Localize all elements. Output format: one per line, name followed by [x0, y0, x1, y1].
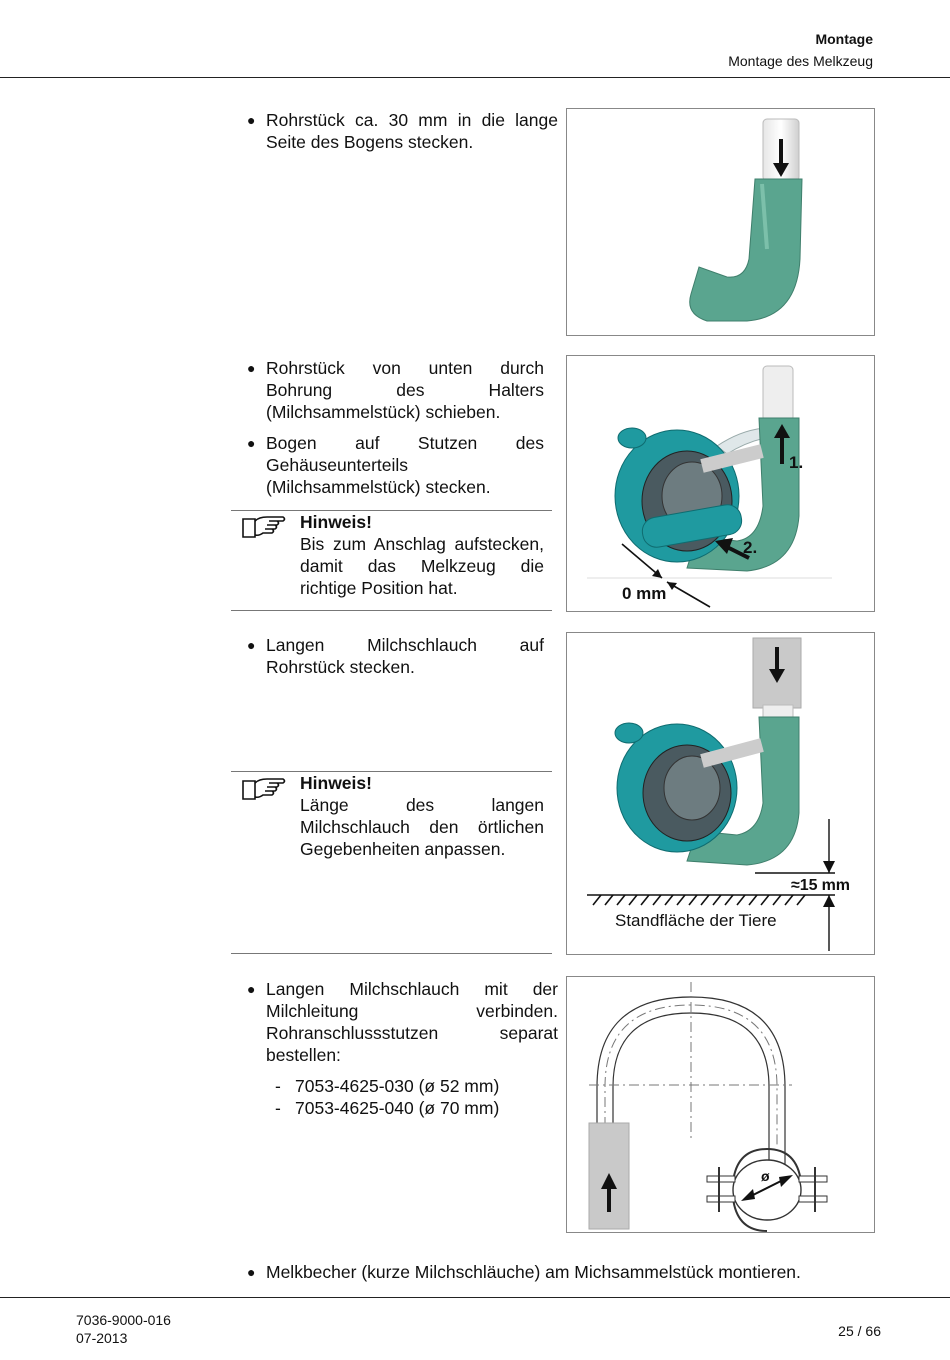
bullet-icon: ● — [247, 637, 256, 653]
bow-illustration — [567, 109, 874, 335]
footer-rule — [0, 1297, 950, 1298]
floor-label: Standfläche der Tiere — [615, 911, 777, 930]
bullet-icon: ● — [247, 360, 256, 376]
hose-illustration — [567, 633, 874, 954]
part-number-item: - 7053-4625-040 (ø 70 mm) — [275, 1098, 500, 1118]
step-item — [247, 357, 544, 423]
connector-drawing — [567, 977, 874, 1232]
doc-number: 7036-9000-016 — [76, 1312, 171, 1328]
step-text: Melkbecher (kurze Milchschläuche) am Michsammelstück montieren. — [266, 1262, 801, 1282]
pointing-hand-icon — [241, 513, 287, 541]
note-rule-top — [231, 510, 552, 511]
pointing-hand-icon — [241, 775, 287, 803]
step-item — [247, 634, 544, 678]
page-number: 25 / 66 — [838, 1323, 881, 1339]
step-item — [247, 109, 558, 153]
note-title: Hinweis! — [300, 512, 372, 532]
step-text: Langen Milchschlauch mit der Milchleitung verbinden. Rohranschlussstutzen separat bestellen: — [266, 979, 558, 1065]
note-rule-bottom — [231, 953, 552, 954]
step-item — [247, 1261, 866, 1283]
label-step-2: 2. — [743, 538, 758, 557]
figure-long-hose — [566, 632, 875, 955]
gap-label: 0 mm — [622, 584, 667, 603]
step-item — [247, 432, 544, 498]
header-rule — [0, 77, 950, 78]
part-number: 7053-4625-030 (ø 52 mm) — [295, 1076, 500, 1096]
figure-pipe-connector — [566, 976, 875, 1233]
figure-collector-assembly — [566, 355, 875, 612]
part-number-item: - 7053-4625-030 (ø 52 mm) — [275, 1076, 500, 1096]
step-item — [247, 978, 558, 1066]
collector-illustration — [567, 356, 874, 611]
note-text: Bis zum Anschlag aufstecken, damit das Melkzeug die richtige Position hat. — [300, 534, 544, 598]
figure-bow-insert — [566, 108, 875, 336]
step-text: Rohrstück ca. 30 mm in die lange Seite des Bogens stecken. — [266, 110, 558, 152]
chapter-title: Montage — [815, 31, 873, 47]
height-label: ≈15 mm — [791, 877, 851, 894]
bullet-icon: ● — [247, 981, 256, 997]
note-rule-top — [231, 771, 552, 772]
step-text: Bogen auf Stutzen des Gehäuseunterteils (Milchsammelstück) stecken. — [266, 433, 544, 497]
note-text: Länge des langen Milchschlauch den örtlichen Gegebenheiten anpassen. — [300, 795, 544, 859]
step-text: Rohrstück von unten durch Bohrung des Halters (Milchsammelstück) schieben. — [266, 358, 544, 422]
doc-date: 07-2013 — [76, 1330, 128, 1346]
note-rule-bottom — [231, 610, 552, 611]
label-step-1: 1. — [789, 453, 804, 472]
bullet-icon: ● — [247, 112, 256, 128]
bullet-icon: ● — [247, 1264, 256, 1280]
bullet-icon: ● — [247, 435, 256, 451]
diameter-label: ø — [761, 1168, 770, 1184]
step-text: Langen Milchschlauch auf Rohrstück stecken. — [266, 635, 544, 677]
part-number: 7053-4625-040 (ø 70 mm) — [295, 1098, 500, 1118]
note-title: Hinweis! — [300, 773, 372, 793]
section-title: Montage des Melkzeug — [728, 53, 873, 69]
